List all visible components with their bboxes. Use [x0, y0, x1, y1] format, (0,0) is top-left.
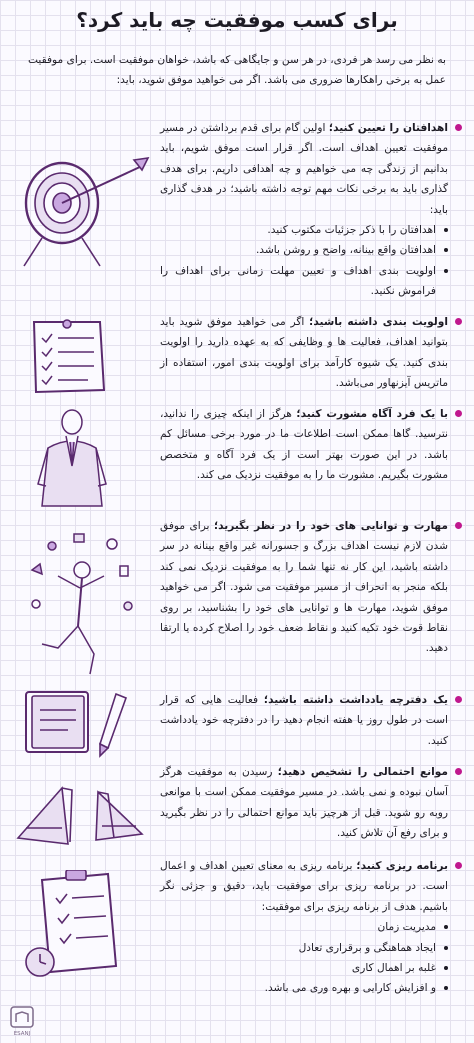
- intro-paragraph: به نظر می رسد هر فردی، در هر سن و جایگاهی که باشد، خواهان موفقیت است. برای موفقیت عمل به برخی راهکارها ضروری می باشد. اگر می خواهید موفق شوید، باید:: [28, 54, 446, 86]
- section-body: هرگز از اینکه چیزی را ندانید، نترسید. گاها ممکن است اطلاعات ما در مورد برخی مسائل کم باشد. در این صورت بهتر است از یک فرد آگاه و متخصص مشورت بگیریم. مشورت ما را به موفقیت نزدیک می کند.: [160, 408, 448, 482]
- logo-text: ESANJ: [13, 1031, 31, 1037]
- section-paragraph: [160, 856, 462, 917]
- section-paragraph: [160, 404, 462, 486]
- section-text: [160, 762, 462, 844]
- list-item: و افزایش کارایی و بهره وری می باشد.: [160, 978, 448, 998]
- section-heading: با یک فرد آگاه مشورت کنید؛: [296, 408, 448, 420]
- page-title: برای کسب موفقیت چه باید کرد؟: [76, 8, 398, 32]
- bullet-dot: [455, 318, 462, 325]
- section-body: رسیدن به موفقیت هرگز آسان نبوده و نمی باشد. در مسیر موفقیت ممکن است با موانعی روبه رو شوید. قبل از هرچیز باید موانع احتمالی را در نظر بگیرید و برای رفع آن تلاش کنید.: [160, 766, 448, 840]
- broken-bridge-icon: [12, 768, 152, 850]
- bullet-dot: [455, 410, 462, 417]
- section-body: اگر می خواهید موفق شوید باید بتوانید اهداف، فعالیت ها و وظایفی که به عهده دارید را اولویت بندی کنید. یک شیوه کارآمد برای اولویت بندی امور، استفاده از ماتریس آیزنهاور می‌باشد.: [160, 316, 448, 390]
- bullet-dot: [455, 862, 462, 869]
- list-item: مدیریت زمان: [160, 917, 448, 937]
- section-paragraph: [160, 762, 462, 844]
- section-paragraph: [160, 690, 462, 751]
- bullet-dot: [455, 768, 462, 775]
- list-item: اهدافتان را با ذکر جزئیات مکتوب کنید.: [160, 220, 448, 240]
- list-item: غلبه بر اهمال کاری: [160, 958, 448, 978]
- section-paragraph: [160, 118, 462, 220]
- section-text: [160, 690, 462, 751]
- section-body: فعالیت هایی که قرار است در طول روز یا هفته انجام دهید را در دفترچه خود یادداشت کنید.: [160, 694, 448, 747]
- target-arrow-icon: [12, 148, 152, 268]
- checklist-note-icon: [12, 316, 152, 396]
- bullet-dot: [455, 696, 462, 703]
- section-heading: موانع احتمالی را تشخیص دهید؛: [277, 766, 448, 778]
- list-item: اولویت بندی اهداف و تعیین مهلت زمانی برای اهداف را فراموش نکنید.: [160, 261, 448, 302]
- goal-tips-list: [160, 220, 462, 302]
- section-paragraph: [160, 516, 462, 659]
- list-item: ایجاد هماهنگی و برقراری تعادل: [160, 938, 448, 958]
- section-heading: اولویت بندی داشته باشید؛: [309, 316, 448, 328]
- businessman-icon: [12, 406, 152, 512]
- planning-goals-list: [160, 917, 462, 999]
- section-body: اولین گام برای قدم برداشتن در مسیر موفقیت تعیین اهداف است. اگر قرار است موفق شویم، باید بدانیم از زندگی چه می خواهیم و چه اهدافی داریم. برای هدف گذاری باید به برخی نکات مهم توجه داشته باشید؛ در هدف گذاری باید:: [160, 122, 448, 216]
- juggling-man-icon: [12, 526, 152, 686]
- clipboard-clock-icon: [12, 870, 152, 980]
- section-text: [160, 118, 462, 302]
- bullet-dot: [455, 522, 462, 529]
- brand-logo: [10, 1006, 34, 1038]
- section-text: [160, 856, 462, 999]
- section-heading: اهدافتان را تعیین کنید؛: [328, 122, 448, 134]
- notebook-pencil-icon: [12, 686, 152, 758]
- section-body: برنامه ریزی به معنای تعیین اهداف و اعمال است. در برنامه ریزی برای موفقیت باید، دقیق و جزئی نگر باشیم. هدف از برنامه ریزی برای موفقیت:: [160, 860, 448, 913]
- list-item: اهدافتان واقع بینانه، واضح و روشن باشد.: [160, 240, 448, 260]
- section-heading: مهارت و توانایی های خود را در نظر بگیرید؛: [213, 520, 448, 532]
- section-body: برای موفق شدن لازم نیست اهداف بزرگ و جسورانه غیر واقع بینانه در سر داشته باشید، این کار نه تنها شما را به موفقیت نزدیک نمی کند بلکه منجر به انحراف از مسیر موفقیت می شود. اگر می خواهید موفق شوید، مهارت ها و توانایی های خود را بشناسید، بر روی نقاط قوت خود تکیه کنید و نقاط ضعف خود را اصلاح کرده یا ارتقا دهید.: [160, 520, 448, 655]
- section-paragraph: [160, 312, 462, 394]
- section-text: [160, 404, 462, 486]
- section-text: [160, 312, 462, 394]
- section-heading: برنامه ریزی کنید؛: [356, 860, 448, 872]
- bullet-dot: [455, 124, 462, 131]
- section-text: [160, 516, 462, 659]
- section-heading: یک دفترچه یادداشت داشته باشید؛: [263, 694, 449, 706]
